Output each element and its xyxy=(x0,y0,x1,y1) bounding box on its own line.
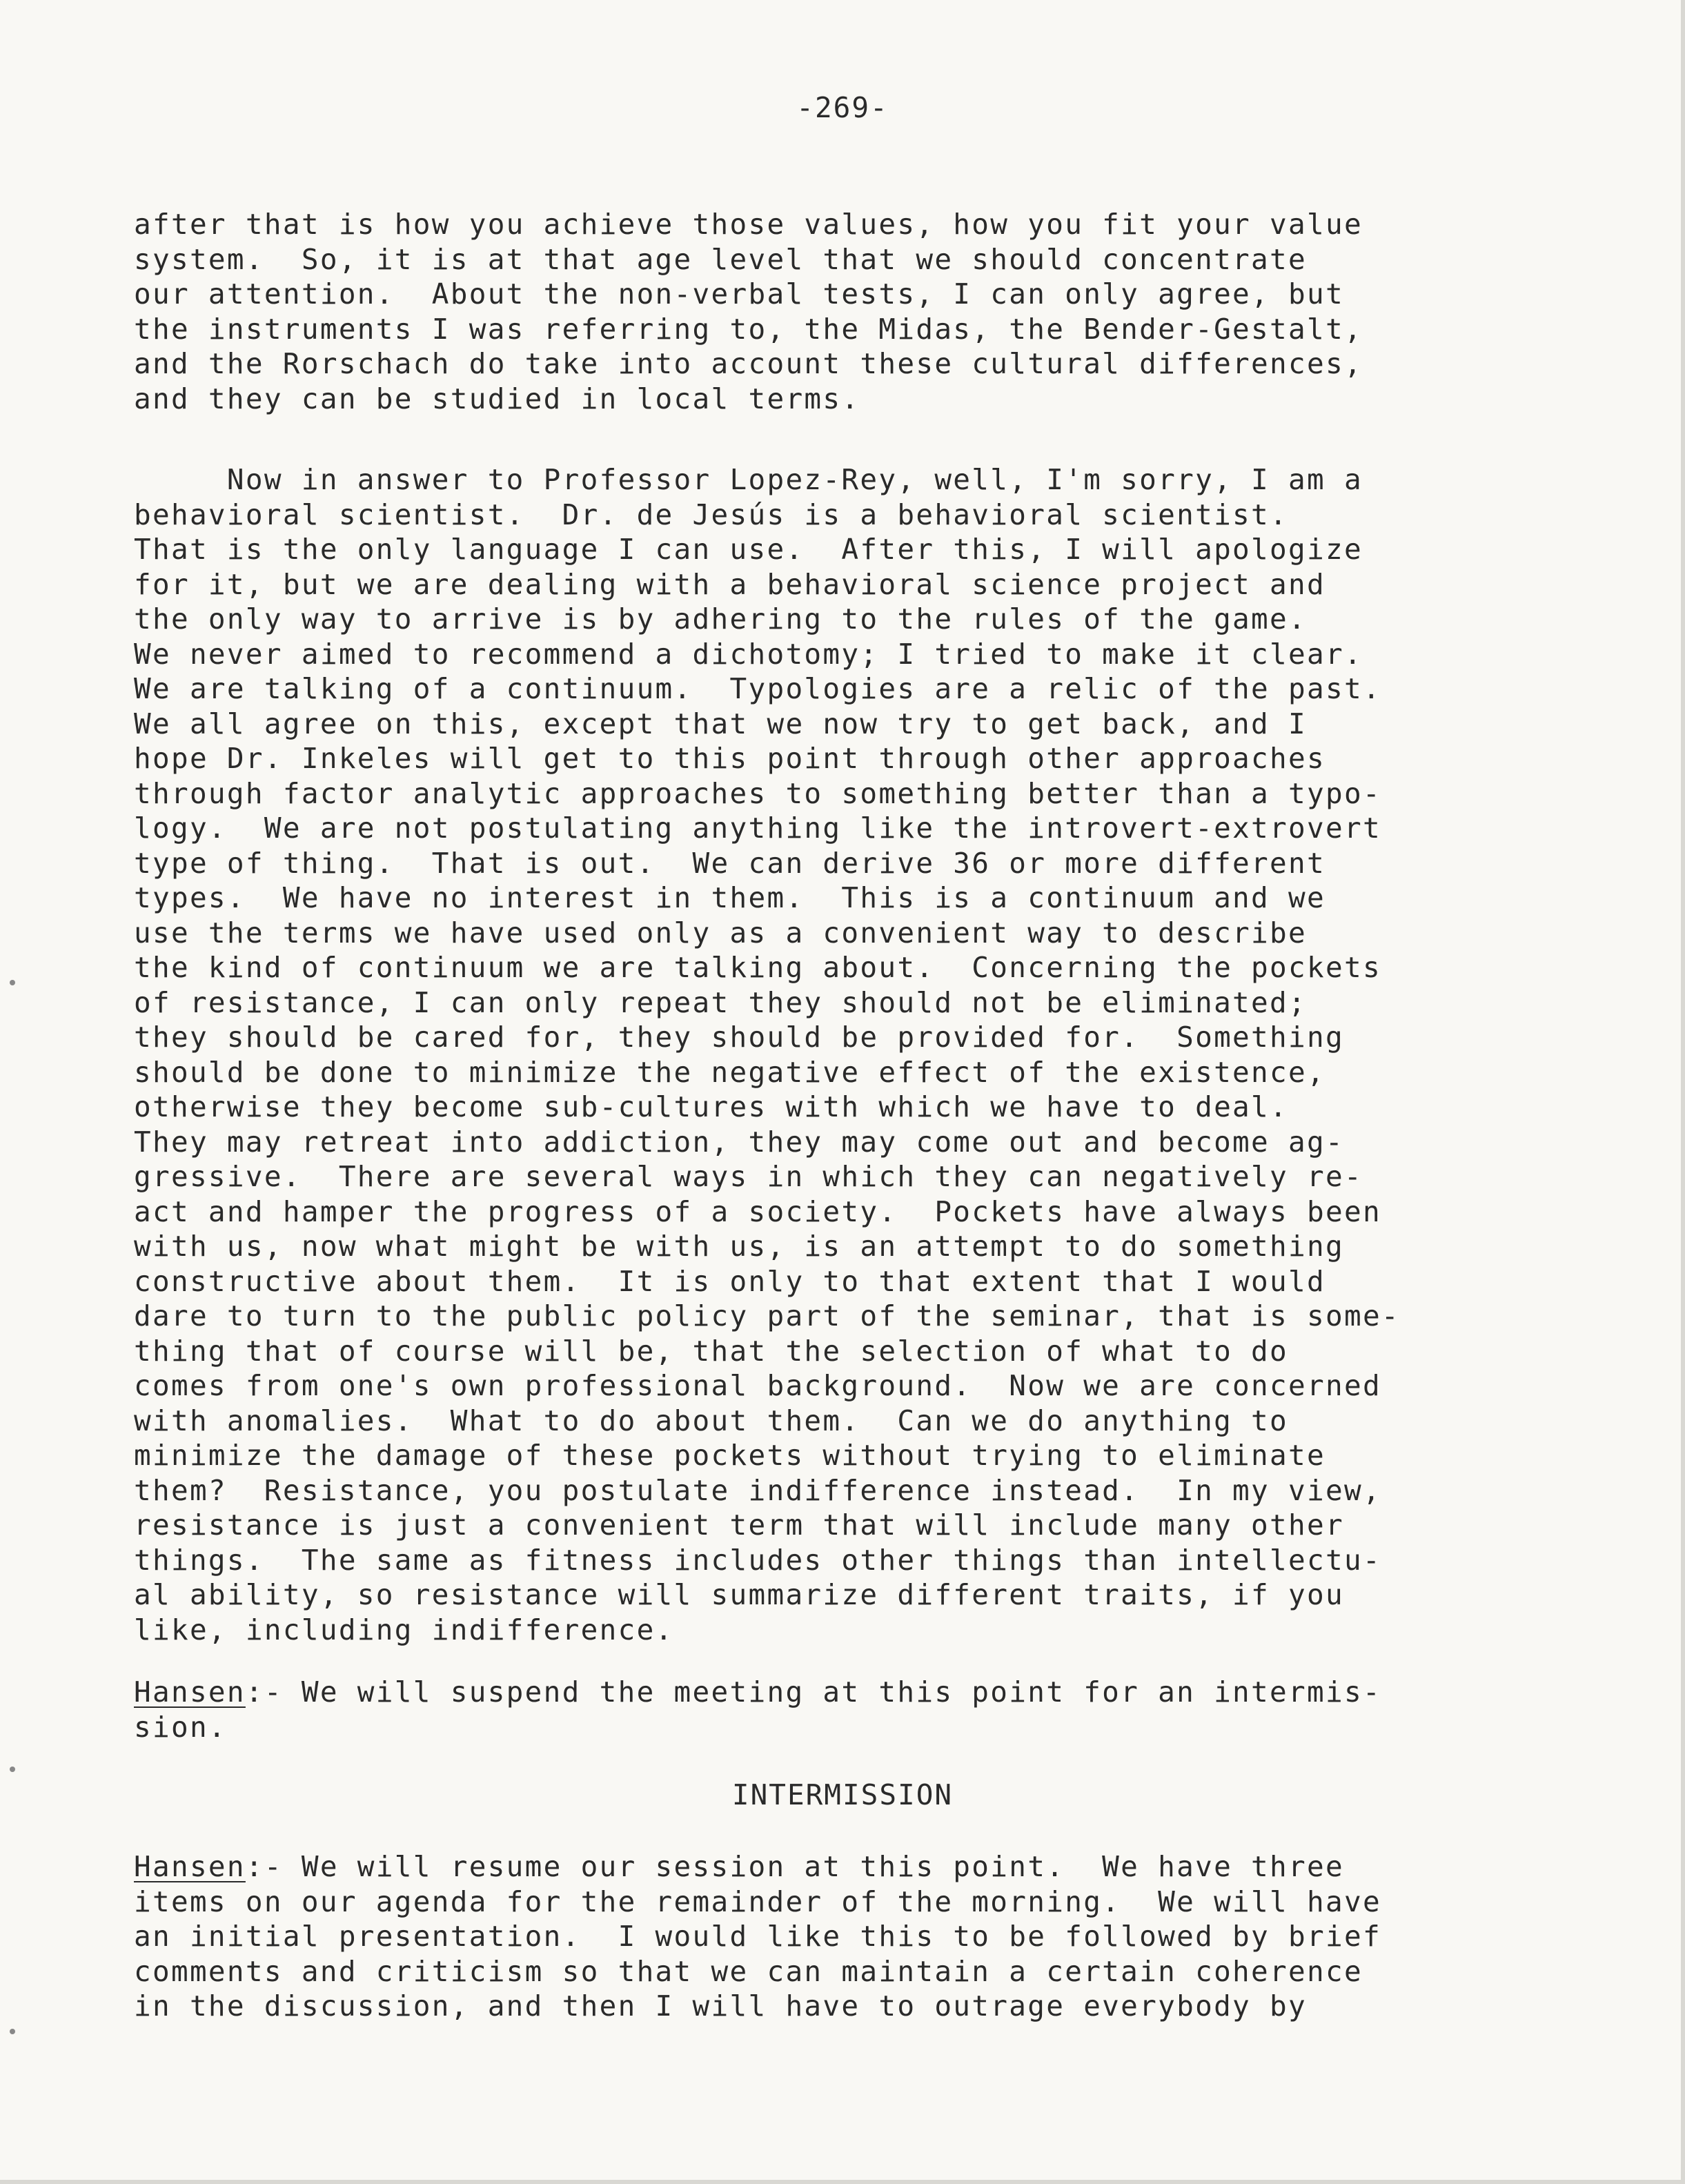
hansen-resume-remark xyxy=(134,1849,1381,2024)
margin-speck xyxy=(10,980,15,985)
remark-text: :- We will suspend the meeting at this point for an intermis- sion. xyxy=(134,1675,1381,1744)
margin-speck xyxy=(10,2029,15,2034)
margin-speck xyxy=(10,1767,15,1772)
section-heading: INTERMISSION xyxy=(731,1778,954,1811)
hansen-suspend-remark xyxy=(134,1675,1381,1744)
speaker-name: Hansen xyxy=(134,1850,246,1883)
page-number: -269- xyxy=(796,91,889,124)
speaker-name: Hansen xyxy=(134,1675,246,1709)
paragraph-response: Now in answer to Professor Lopez-Rey, well, I'm sorry, I am a behavioral scientist. Dr. de Jesús is a behavioral scientist. That is the only language I can use. After this, I will apologize for it, but we are dealing with a behavioral science project and the only way to arrive is by adhering to the rules of the game. We never aimed to recommend a dichotomy; I tried to make it clear. We are talking of a continuum. Typologies are a relic of the past. We all agree on this, except that we now try to get back, and I hope Dr. Inkeles will get to this point through other approaches through factor analytic approaches to something better than a typo- logy. We are not postulating anything like the introvert-extrovert type of thing. That is out. We can derive 36 or more different types. We have no interest in them. This is a continuum and we use the terms we have used only as a convenient way to describe the kind of continuum we are talking about. Concerning the pockets of resistance, I can only repeat they should not be eliminated; they should be cared for, they should be provided for. Something should be done to minimize the negative effect of the existence, otherwise they become sub-cultures with which we have to deal. They may retreat into addiction, they may come out and become ag- gressive. There are several ways in which they can negatively re- act and hamper the progress of a society. Pockets have always been with us, now what might be with us, is an attempt to do something constructive about them. It is only to that extent that I would dare to turn to the public policy part of the seminar, that is some- thing that of course will be, that the selection of what to do comes from one's own professional background. Now we are concerned with anomalies. What to do about them. Can we do anything to minimize the damage of these pockets without trying to eliminate them? Resistance, you postulate indifference instead. In my view, resistance is just a convenient term that will include many other things. The same as fitness includes other things than intellectu- al ability, so resistance will summarize different traits, if you like, including indifference. xyxy=(134,463,1400,1646)
paragraph-continuation: after that is how you achieve those values, how you fit your value system. So, it is at that age level that we should concentrate our attention. About the non-verbal tests, I can only agree, but the instruments I was referring to, the Midas, the Bender-Gestalt, and the Rorschach do take into account these cultural differences, and they can be studied in local terms. xyxy=(134,208,1363,415)
remark-text: :- We will resume our session at this point. We have three items on our agenda for the remainder of the morning. We will have an initial presentation. I would like this to be followed by brief comments and criticism so that we can maintain a certain coherence in the discussion, and then I will have to outrage everybody by xyxy=(134,1850,1381,2023)
